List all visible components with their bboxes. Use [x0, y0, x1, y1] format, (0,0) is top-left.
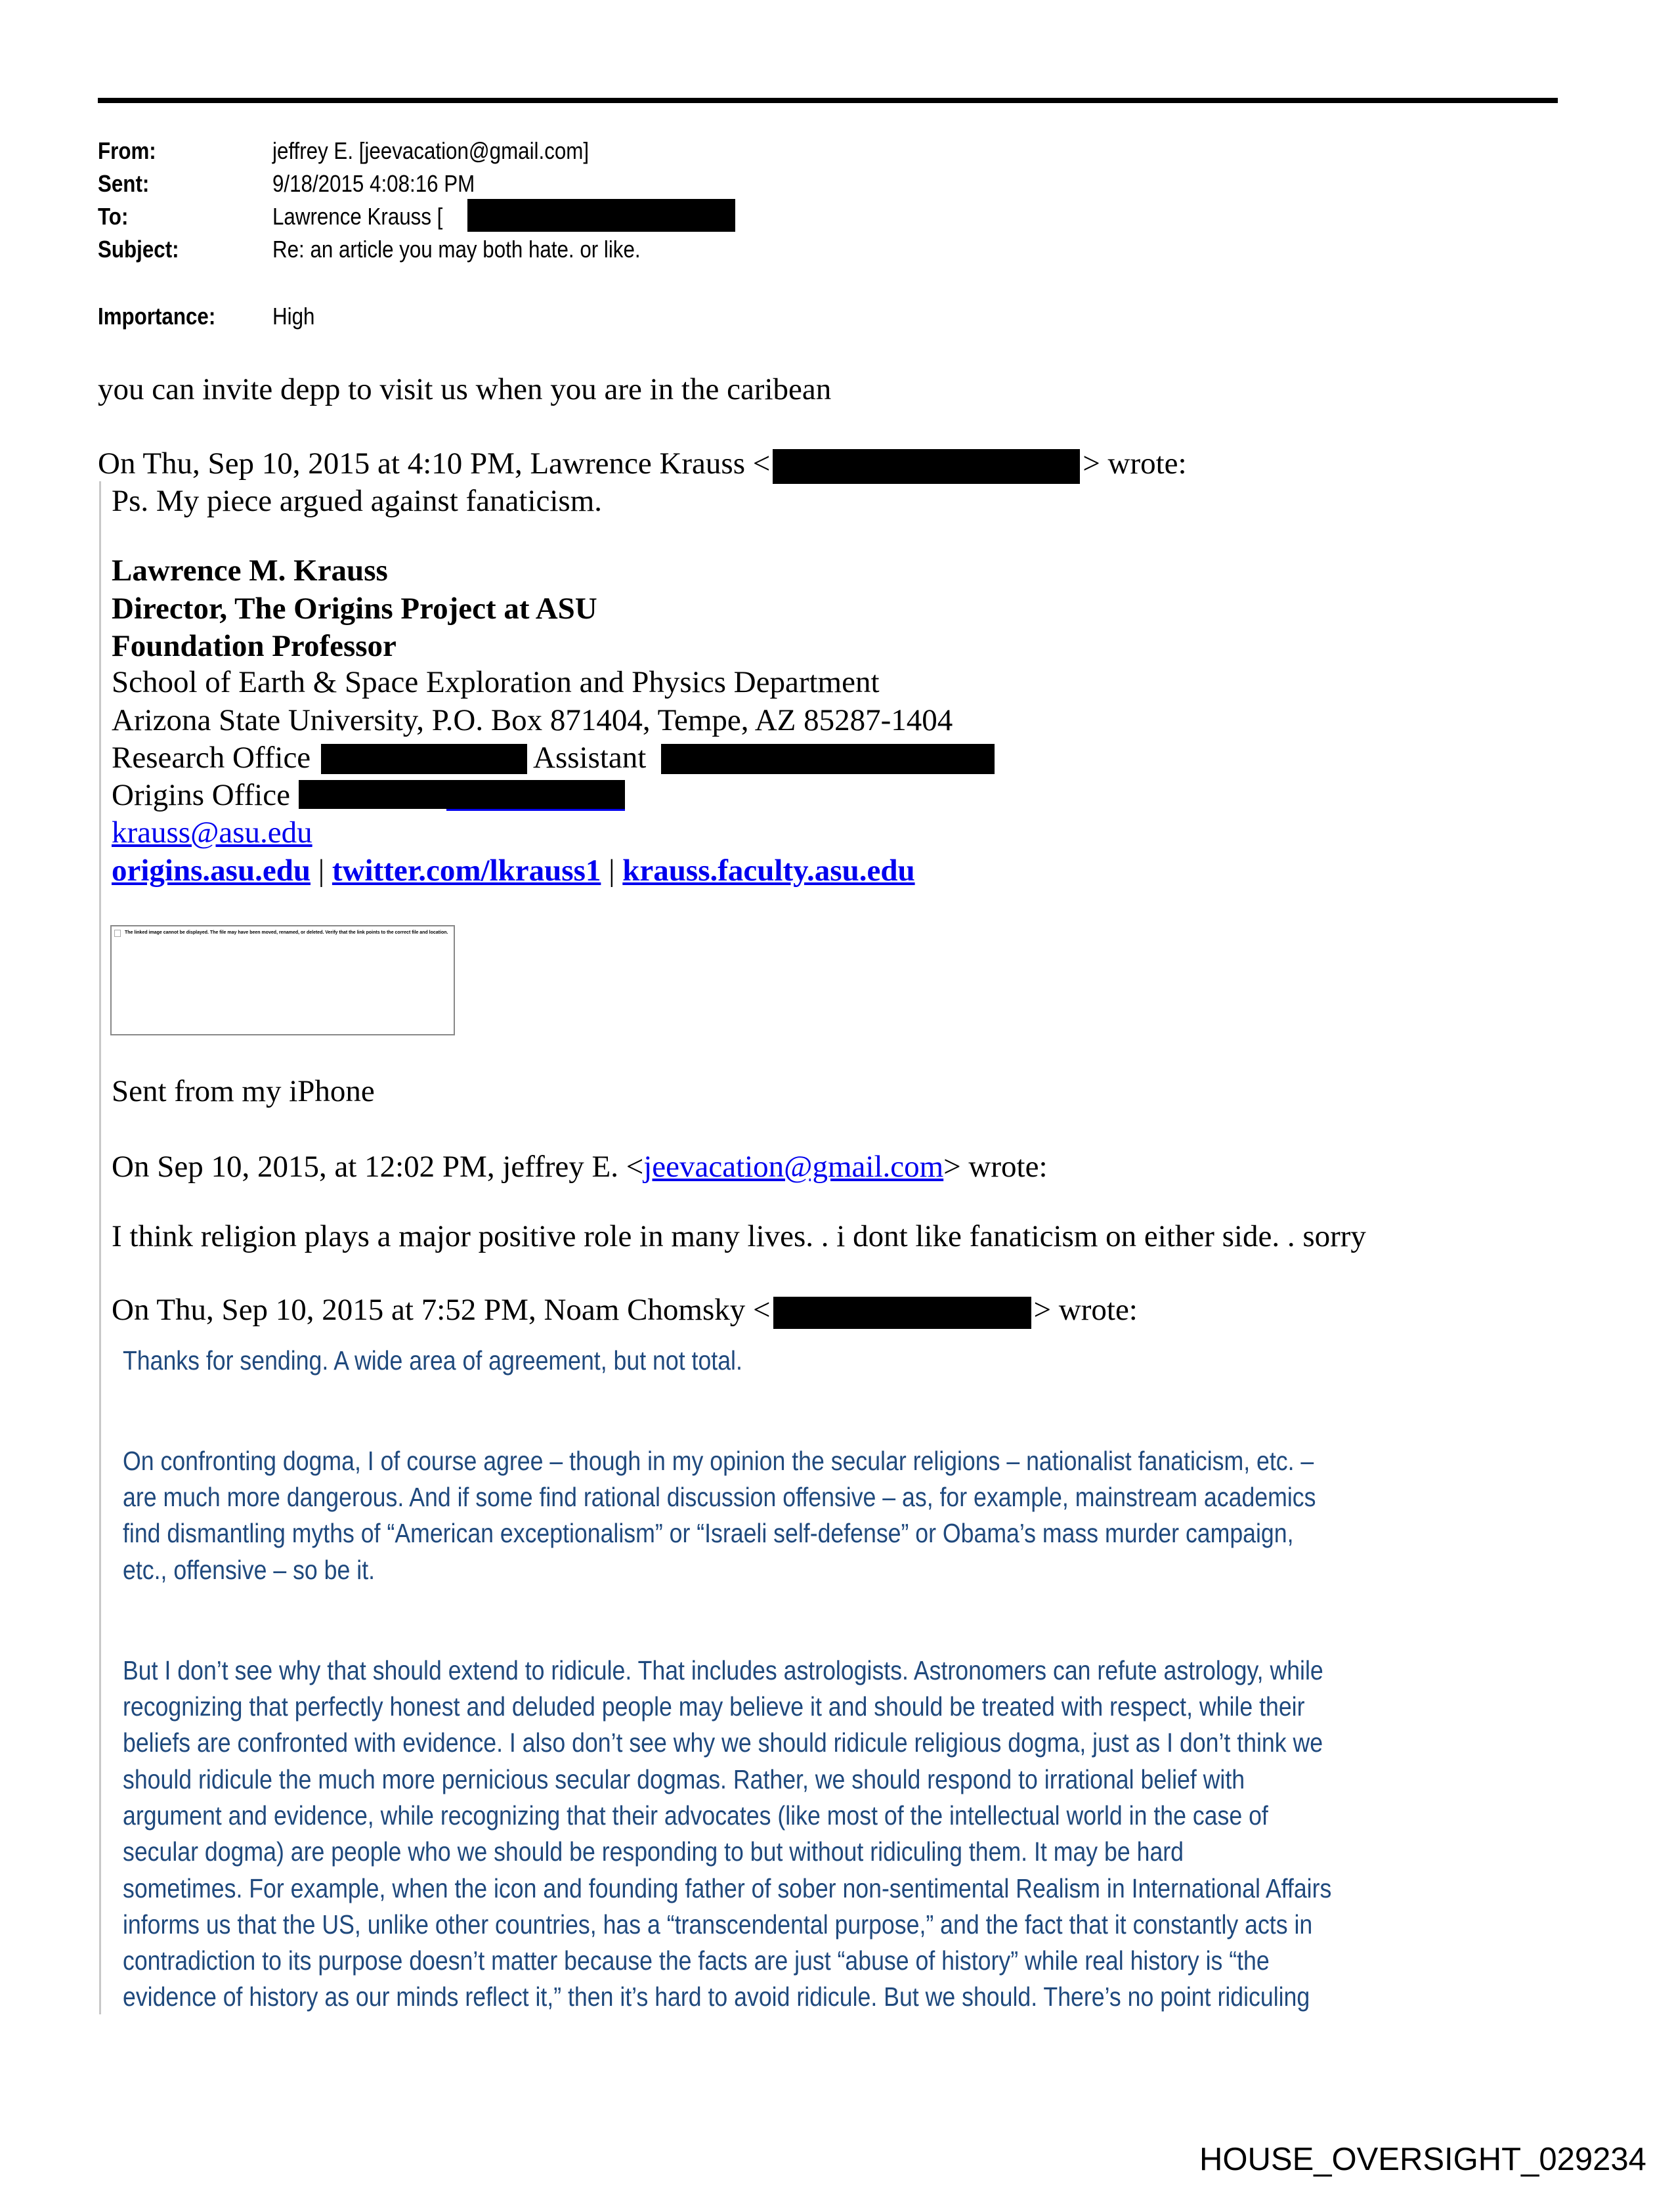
twitter-link[interactable]: twitter.com/lkrauss1: [332, 854, 601, 888]
quote1-intro-end: > wrote:: [1083, 446, 1187, 481]
redaction: [661, 744, 995, 774]
signature-address: Arizona State University, P.O. Box 871404, Tempe, AZ 85287-1404: [112, 703, 953, 737]
quote1-intro-start: On Thu, Sep 10, 2015 at 4:10 PM, Lawrence Krauss <: [98, 446, 771, 481]
quote2-text: I think religion plays a major positive role in many lives. . i dont like fanaticism on either side. . sorry: [112, 1219, 1366, 1253]
separator: |: [318, 854, 325, 888]
broken-image-icon: [114, 930, 121, 937]
message-text: you can invite depp to visit us when you are in the caribean: [98, 372, 832, 406]
text-line: sometimes. For example, when the icon and founding father of sober non-sentimental Realism in International Affairs: [123, 1873, 1332, 1903]
signature-origins-office: Origins Office: [112, 778, 290, 812]
to-label: To:: [98, 203, 129, 230]
quote1-intro: [98, 448, 1187, 484]
text-line: find dismantling myths of “American exceptionalism” or “Israeli self-defense” or Obama’s mass murder campaign,: [123, 1518, 1294, 1548]
chomsky-paragraph-1: Thanks for sending. A wide area of agreement, but not total.: [123, 1345, 742, 1376]
subject-label: Subject:: [98, 236, 179, 263]
importance-value: High: [272, 303, 315, 330]
signature-links: [112, 856, 915, 886]
faculty-link[interactable]: krauss.faculty.asu.edu: [622, 854, 915, 888]
quote2-intro: [112, 1152, 1048, 1182]
header-rule: [98, 98, 1558, 103]
text-line: beliefs are confronted with evidence. I also don’t see why we should ridicule religious dogma, just as I don’t think we: [123, 1727, 1323, 1758]
quote-bar: [99, 481, 101, 2014]
sent-from-iphone: Sent from my iPhone: [112, 1074, 375, 1108]
text-line: are much more dangerous. And if some find rational discussion offensive – as, for example, mainstream academics: [123, 1482, 1316, 1512]
broken-image-placeholder: [110, 925, 455, 1035]
jeevacation-email-link[interactable]: jeevacation@gmail.com: [643, 1150, 944, 1184]
text-line: informs us that the US, unlike other countries, has a “transcendental purpose,” and the fact that it constantly acts in: [123, 1909, 1313, 1940]
from-value: jeffrey E. [jeevacation@gmail.com]: [272, 137, 590, 164]
text-line: secular dogma) are people who we should be responding to but without ridiculing them. It may be hard: [123, 1836, 1184, 1867]
text-line: On confronting dogma, I of course agree – though in my opinion the secular religions – nationalist fanaticism, etc. –: [123, 1446, 1314, 1476]
text-line: But I don’t see why that should extend to ridicule. That includes astrologists. Astronomers can refute astrology, while: [123, 1655, 1323, 1685]
signature-research-office: Research Office: [112, 741, 311, 775]
signature-title1: Director, The Origins Project at ASU: [112, 592, 597, 626]
redaction: [299, 780, 625, 809]
redaction: [467, 199, 735, 232]
quote2-intro-start: On Sep 10, 2015, at 12:02 PM, jeffrey E. <: [112, 1150, 644, 1184]
text-line: etc., offensive – so be it.: [123, 1555, 376, 1585]
from-label: From:: [98, 137, 156, 164]
signature-name: Lawrence M. Krauss: [112, 553, 388, 588]
broken-image-text: The linked image cannot be displayed. The file may have been moved, renamed, or deleted. Verify that the link points to the correct file and location.: [125, 930, 448, 935]
text-line: evidence of history as our minds reflect it,” then it’s hard to avoid ridicule. But we should. There’s no point ridiculing: [123, 1982, 1310, 2012]
signature-title2: Foundation Professor: [112, 629, 397, 663]
text-line: recognizing that perfectly honest and deluded people may believe it and should be treated with respect, while their: [123, 1691, 1305, 1722]
text-line: should ridicule the much more pernicious secular dogmas. Rather, we should respond to irrational belief with: [123, 1764, 1245, 1794]
redaction: [773, 1297, 1031, 1329]
separator: |: [609, 854, 615, 888]
redaction: [321, 744, 527, 774]
quote3-intro: [112, 1295, 1138, 1329]
sent-label: Sent:: [98, 170, 150, 197]
signature-dept: School of Earth & Space Exploration and Physics Department: [112, 665, 880, 699]
origins-link[interactable]: origins.asu.edu: [112, 854, 311, 888]
text-line: argument and evidence, while recognizing that their advocates (like most of the intellectual world in the case of: [123, 1800, 1268, 1831]
link-underline: [446, 809, 625, 811]
email-link[interactable]: krauss@asu.edu: [112, 815, 312, 850]
signature-assistant: Assistant: [533, 741, 647, 775]
quote3-intro-start: On Thu, Sep 10, 2015 at 7:52 PM, Noam Chomsky <: [112, 1293, 771, 1327]
ps-text: Ps. My piece argued against fanaticism.: [112, 484, 603, 518]
quote2-intro-end: > wrote:: [943, 1150, 1048, 1184]
sent-value: 9/18/2015 4:08:16 PM: [272, 170, 475, 197]
text-line: contradiction to its purpose doesn’t matter because the facts are just “abuse of history” while real history is “the: [123, 1945, 1270, 1976]
redaction: [773, 449, 1080, 484]
to-value: Lawrence Krauss [: [272, 203, 443, 230]
importance-label: Importance:: [98, 303, 216, 330]
subject-value: Re: an article you may both hate. or like.: [272, 236, 641, 263]
quote3-intro-end: > wrote:: [1033, 1293, 1138, 1327]
bates-number: HOUSE_OVERSIGHT_029234: [1199, 2142, 1646, 2177]
